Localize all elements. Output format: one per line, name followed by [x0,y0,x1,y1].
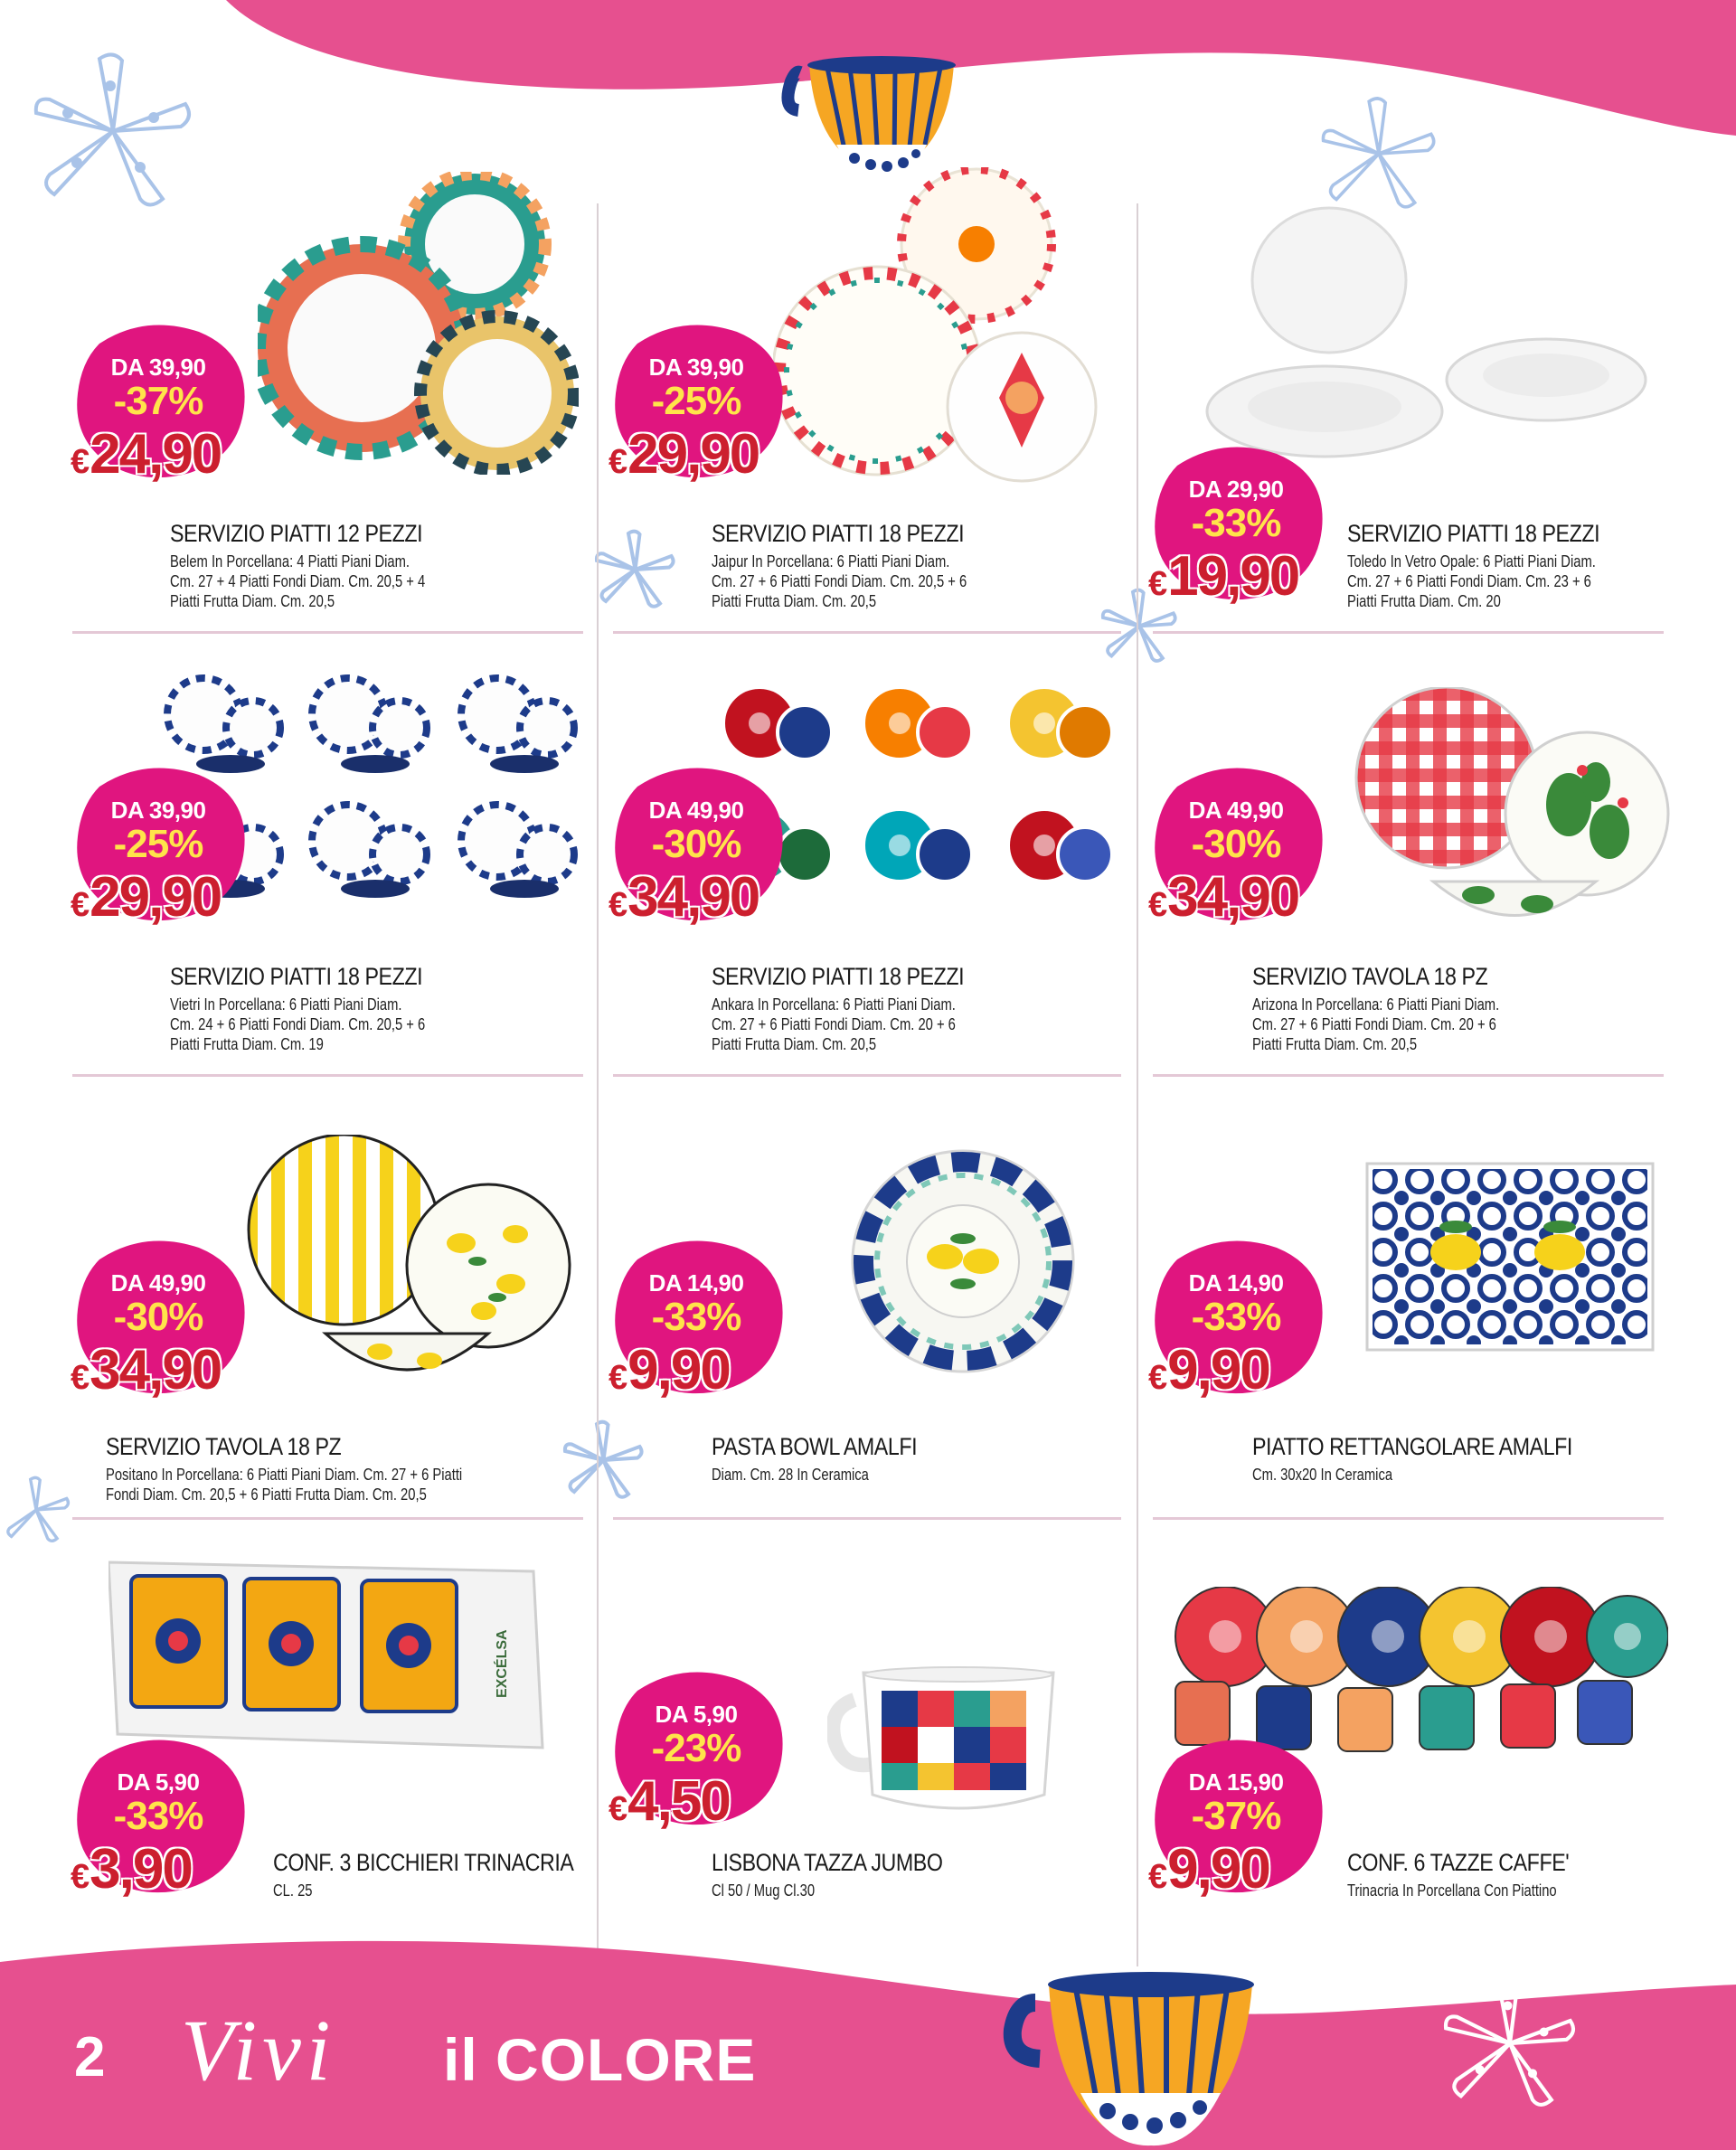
sale-price-value: 4,50 [627,1770,730,1833]
currency-symbol: € [1148,1858,1166,1896]
original-price: DA 14,90 [648,1269,744,1297]
price-tag [610,764,791,927]
price-tag [610,1668,791,1831]
product-title: SERVIZIO TAVOLA 18 PZ [106,1433,342,1460]
sale-price-value: 24,90 [90,423,222,486]
sale-price [71,865,221,929]
sale-price-value: 29,90 [90,866,222,929]
product-title: SERVIZIO PIATTI 18 PEZZI [170,963,423,990]
column-divider [597,203,599,1966]
original-price: DA 15,90 [1188,1768,1284,1796]
sale-price [609,865,759,929]
original-price: DA 49,90 [648,797,744,824]
product-description: Belem In Porcellana: 4 Piatti Piani Diam. Cm. 27 + 4 Piatti Fondi Diam. Cm. 20,5 + 4 Piatti Frutta Diam. Cm. 20,5 [170,552,426,610]
row-divider [72,1517,583,1520]
sale-price [1148,865,1298,929]
row-divider [613,1517,1121,1520]
currency-symbol: € [1148,565,1166,603]
footer-script-title: Vivi [181,2002,336,2098]
currency-symbol: € [1148,886,1166,924]
product-title: SERVIZIO PIATTI 18 PEZZI [1347,520,1600,547]
price-tag [1150,1237,1331,1400]
original-price: DA 39,90 [648,354,744,381]
flower-decoration-icon [592,529,678,610]
product-description: Vietri In Porcellana: 6 Piatti Piani Diam. Cm. 24 + 6 Piatti Fondi Diam. Cm. 20,5 + 6 Piatti Frutta Diam. Cm. 19 [170,995,426,1053]
plates-icon [244,1135,574,1397]
plates-icon [1198,203,1650,466]
sale-price-value: 19,90 [1167,545,1299,608]
price-tag [72,764,253,927]
product-title: PIATTO RETTANGOLARE AMALFI [1252,1433,1572,1460]
product-title: SERVIZIO TAVOLA 18 PZ [1252,963,1488,990]
price-tag [72,1736,253,1899]
original-price: DA 29,90 [1188,476,1284,503]
price-tag [610,1237,791,1400]
sale-price-value: 9,90 [627,1339,730,1401]
original-price: DA 49,90 [1188,797,1284,824]
sale-price [1148,544,1298,608]
price-tag [610,321,791,484]
currency-symbol: € [71,443,89,481]
row-divider [72,631,583,634]
discount-percent: -30% [113,1295,203,1339]
flower-decoration-icon [1316,95,1442,212]
sale-price-value: 34,90 [90,1339,222,1401]
product-title: SERVIZIO PIATTI 12 PEZZI [170,520,423,547]
currency-symbol: € [609,886,627,924]
row-divider [72,1074,583,1077]
mug-icon [827,1655,1062,1817]
sale-price [71,422,221,486]
discount-percent: -30% [1191,822,1281,866]
discount-percent: -25% [651,379,741,423]
page-number: 2 [74,2026,106,2089]
sale-price [609,422,759,486]
product-description: Jaipur In Porcellana: 6 Piatti Piani Diam. Cm. 27 + 6 Piatti Fondi Diam. Cm. 20,5 + 6 Piatti Frutta Diam. Cm. 20,5 [712,552,967,610]
product-description: Arizona In Porcellana: 6 Piatti Piani Diam. Cm. 27 + 6 Piatti Fondi Diam. Cm. 20 + 6 Piatti Frutta Diam. Cm. 20,5 [1252,995,1500,1053]
product-title: SERVIZIO PIATTI 18 PEZZI [712,963,965,990]
flower-decoration-icon [27,50,199,212]
product-title: LISBONA TAZZA JUMBO [712,1849,943,1876]
discount-percent: -37% [113,379,203,423]
sale-price-value: 29,90 [627,423,760,486]
sale-price-value: 9,90 [1167,1339,1269,1401]
original-price: DA 49,90 [110,1269,206,1297]
discount-percent: -33% [1191,1295,1281,1339]
flower-decoration-icon [1438,1976,1582,2111]
product-title: PASTA BOWL AMALFI [712,1433,918,1460]
row-divider [1153,1517,1664,1520]
sale-price [1148,1338,1269,1402]
product-description: CL. 25 [273,1881,313,1900]
product-description: Ankara In Porcellana: 6 Piatti Piani Diam. Cm. 27 + 6 Piatti Fondi Diam. Cm. 20 + 6 Piatti Frutta Diam. Cm. 20,5 [712,995,956,1053]
product-description: Toledo In Vetro Opale: 6 Piatti Piani Diam. Cm. 27 + 6 Piatti Fondi Diam. Cm. 23 + 6 Piatti Frutta Diam. Cm. 20 [1347,552,1596,610]
plates-icon [773,167,1108,484]
cup-decoration-icon [999,1957,1261,2147]
discount-percent: -33% [651,1295,741,1339]
product-description: Diam. Cm. 28 In Ceramica [712,1466,869,1484]
original-price: DA 5,90 [655,1701,738,1728]
product-description: Cm. 30x20 In Ceramica [1252,1466,1393,1484]
sale-price-value: 9,90 [1167,1838,1269,1900]
row-divider [613,1074,1121,1077]
sale-price-value: 34,90 [627,866,760,929]
sale-price [1148,1837,1269,1901]
bowl-icon [845,1148,1080,1374]
sale-price [609,1769,730,1834]
currency-symbol: € [71,1359,89,1397]
price-tag [72,321,253,484]
sale-price-value: 3,90 [90,1838,192,1900]
discount-percent: -33% [1191,501,1281,545]
product-title: CONF. 6 TAZZE CAFFE' [1347,1849,1570,1876]
glasses-icon [108,1553,552,1757]
price-tag [1150,764,1331,927]
product-description: Positano In Porcellana: 6 Piatti Piani Diam. Cm. 27 + 6 Piatti Fondi Diam. Cm. 20,5 + 6 Piatti Frutta Diam. Cm. 20,5 [106,1466,463,1504]
row-divider [1153,1074,1664,1077]
sale-price [71,1338,221,1402]
product-title: CONF. 3 BICCHIERI TRINACRIA [273,1849,574,1876]
row-divider [613,631,1121,634]
currency-symbol: € [609,443,627,481]
price-tag [1150,1736,1331,1899]
discount-percent: -23% [651,1726,741,1770]
original-price: DA 14,90 [1188,1269,1284,1297]
currency-symbol: € [71,886,89,924]
original-price: DA 39,90 [110,354,206,381]
currency-symbol: € [71,1858,89,1896]
sale-price [71,1837,192,1901]
column-divider [1137,203,1138,1966]
product-description: Trinacria In Porcellana Con Piattino [1347,1881,1557,1900]
currency-symbol: € [1148,1359,1166,1397]
price-tag [1150,443,1331,606]
footer-title [443,2025,756,2094]
flower-decoration-icon [561,1419,646,1501]
row-divider [1153,631,1664,634]
footer-word-colore: COLORE [495,2026,757,2093]
discount-percent: -37% [1191,1794,1281,1838]
sale-price-value: 34,90 [1167,866,1299,929]
product-description: Cl 50 / Mug Cl.30 [712,1881,816,1900]
original-price: DA 5,90 [117,1768,200,1796]
discount-percent: -25% [113,822,203,866]
price-tag [72,1237,253,1400]
product-title: SERVIZIO PIATTI 18 PEZZI [712,520,965,547]
discount-percent: -30% [651,822,741,866]
discount-percent: -33% [113,1794,203,1838]
brand-label: EXCÉLSA [495,1629,510,1698]
tray-icon [1365,1162,1655,1352]
footer-word-il: il [443,2026,478,2093]
currency-symbol: € [609,1790,627,1828]
sale-price [609,1338,730,1402]
cup-decoration-icon [773,54,963,181]
plates-icon [258,172,579,475]
currency-symbol: € [609,1359,627,1397]
flower-decoration-icon [0,1465,72,1555]
original-price: DA 39,90 [110,797,206,824]
plates-icon [1352,687,1677,940]
